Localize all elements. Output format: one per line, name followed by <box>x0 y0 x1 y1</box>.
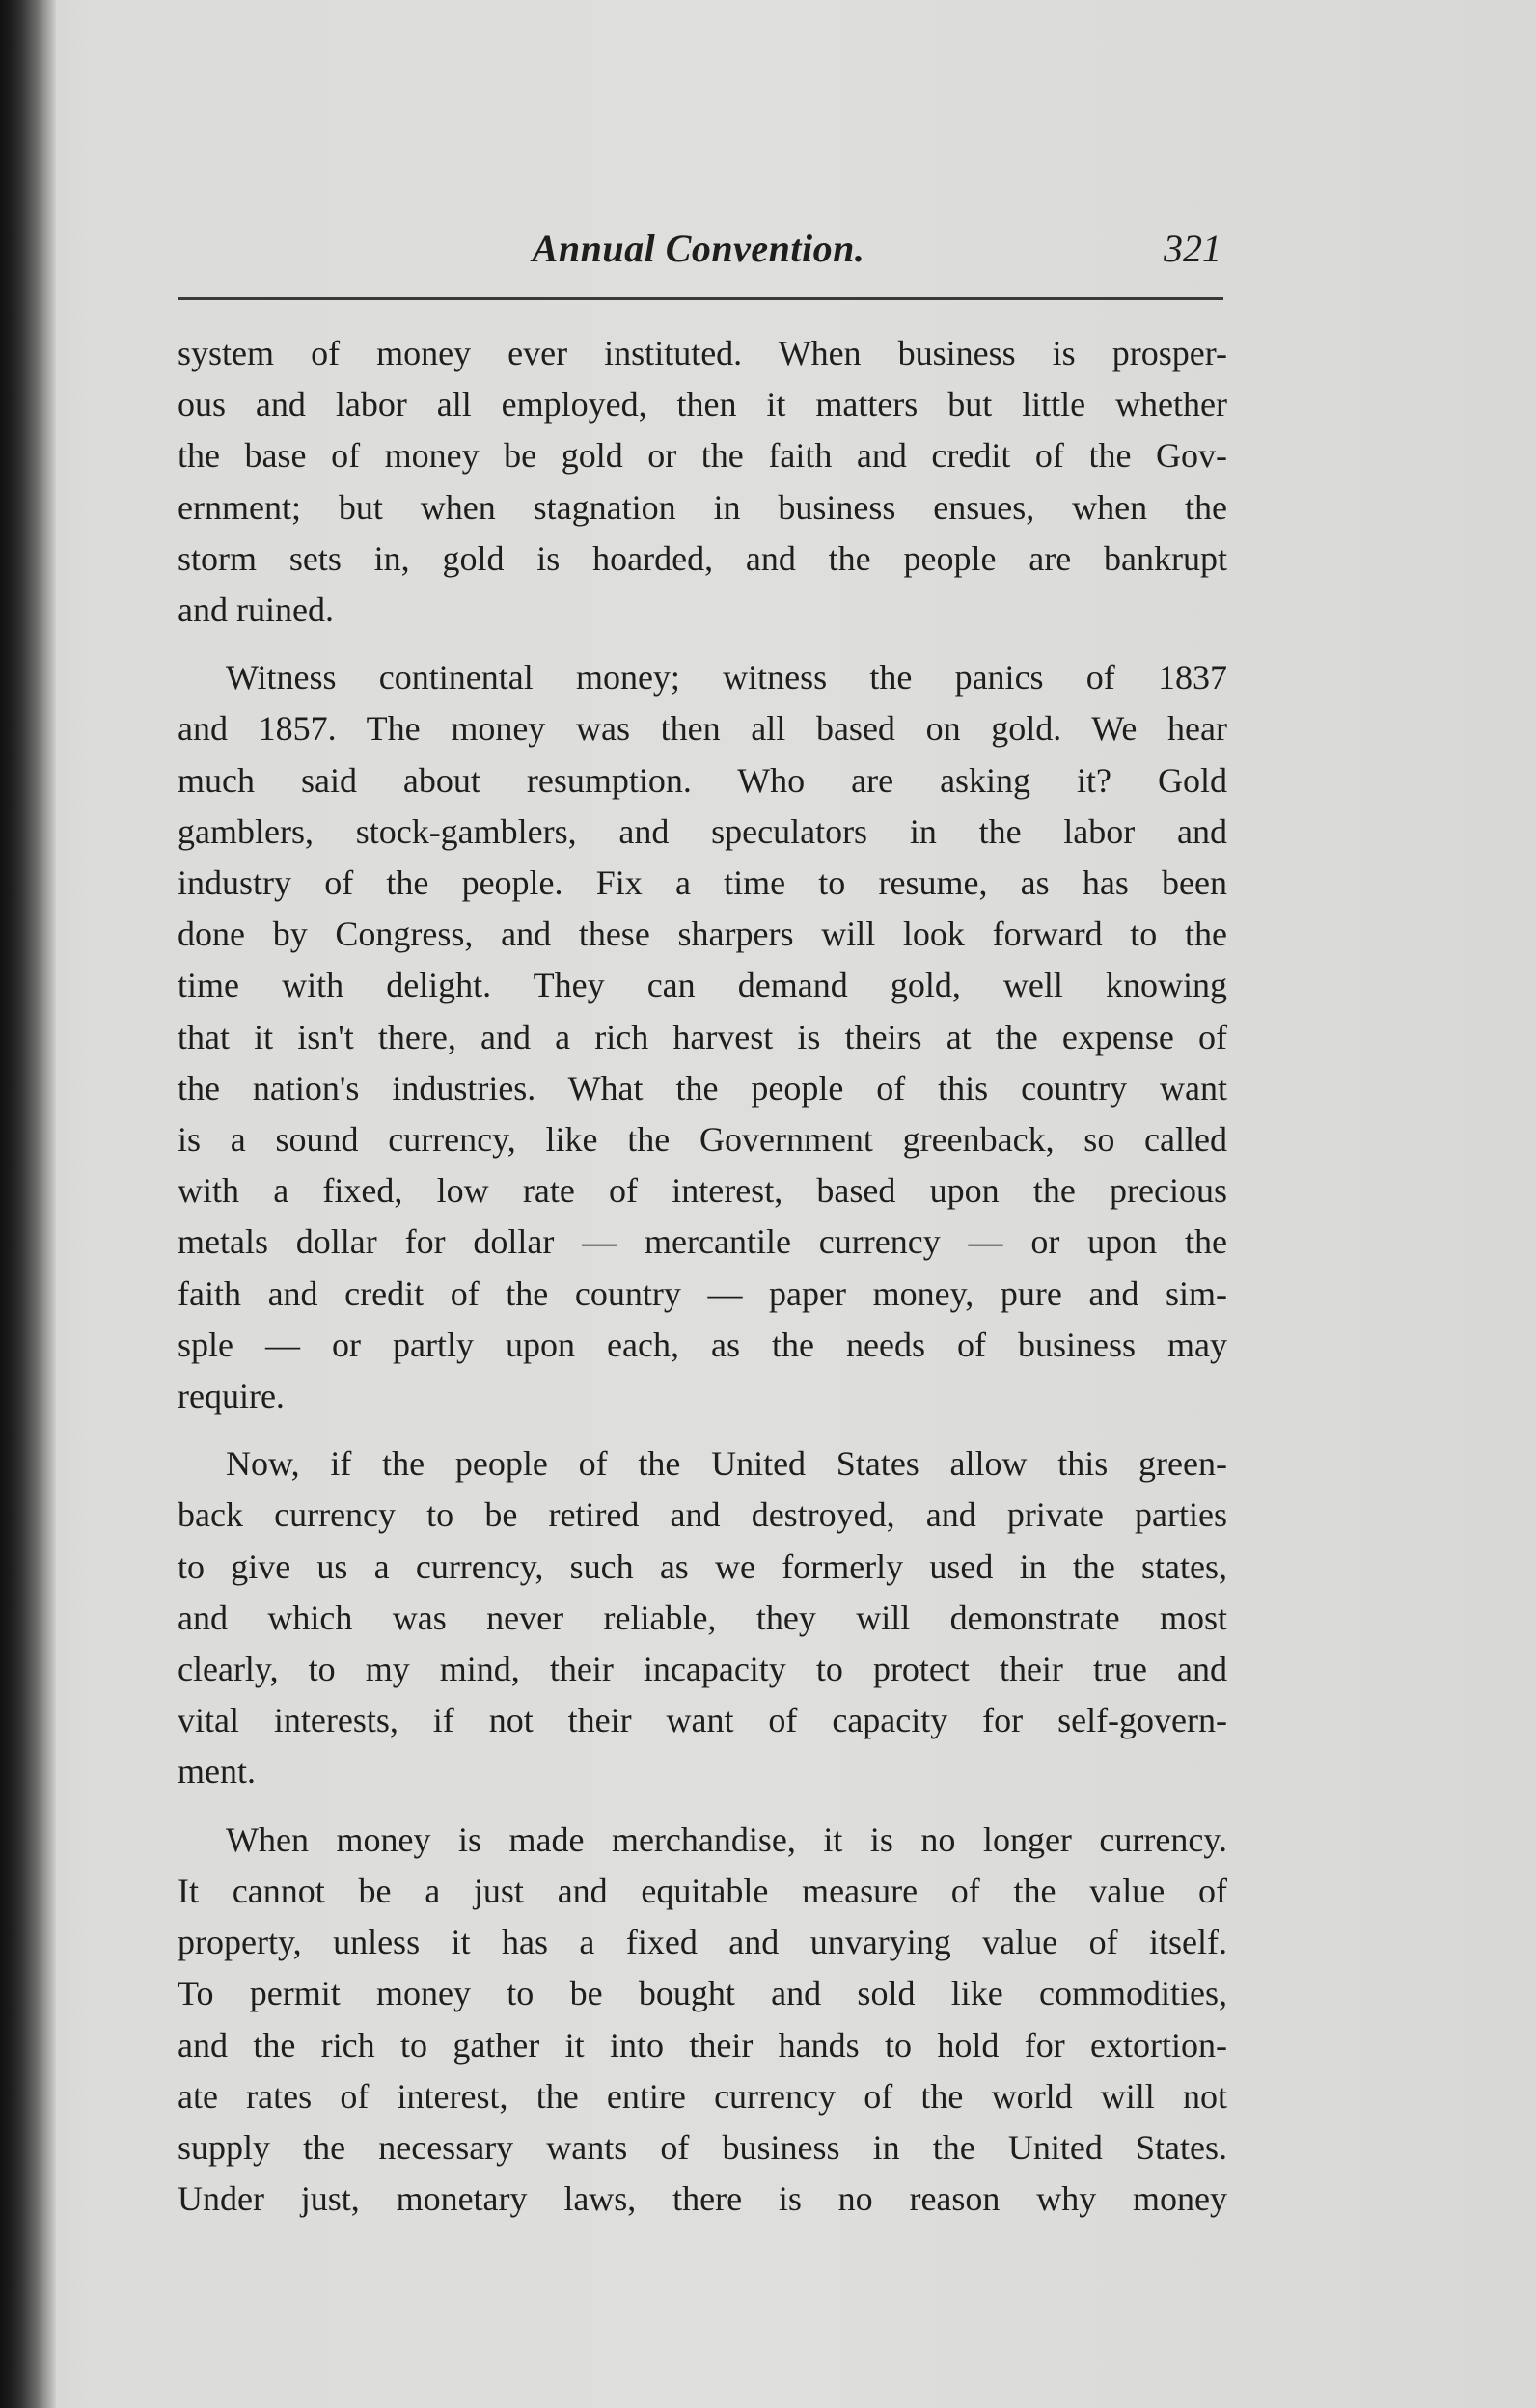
paragraph-1 <box>178 328 1227 636</box>
text-line: back currency to be retired and destroyed, and private parties <box>178 1495 1227 1535</box>
running-title: Annual Convention. <box>532 227 865 270</box>
text-line: and the rich to gather it into their hands to hold for extortion- <box>178 2025 1227 2065</box>
text-line: done by Congress, and these sharpers will look forward to the <box>178 915 1227 954</box>
text-line: clearly, to my mind, their incapacity to protect their true and <box>178 1650 1227 1689</box>
page-header <box>174 220 1223 278</box>
text-line: the nation's industries. What the people of this country want <box>178 1068 1227 1108</box>
text-line: storm sets in, gold is hoarded, and the people are bankrupt <box>178 538 1227 578</box>
text-line: is a sound currency, like the Government greenback, so called <box>178 1120 1227 1160</box>
text-line: with a fixed, low rate of interest, based upon the precious <box>178 1171 1227 1211</box>
text-line: and 1857. The money was then all based on gold. We hear <box>178 709 1227 749</box>
text-line: industry of the people. Fix a time to resume, as has been <box>178 863 1227 903</box>
header-rule <box>178 297 1223 300</box>
text-line: vital interests, if not their want of capacity for self-govern- <box>178 1701 1227 1740</box>
text-line: much said about resumption. Who are asking it? Gold <box>178 760 1227 800</box>
text-line: metals dollar for dollar — mercantile currency — or upon the <box>178 1222 1227 1262</box>
text-line: ernment; but when stagnation in business ensues, when the <box>178 487 1227 527</box>
text-line: supply the necessary wants of business in the United States. <box>178 2127 1227 2167</box>
text-line: property, unless it has a fixed and unvarying value of itself. <box>178 1923 1227 1962</box>
text-line: the base of money be gold or the faith and credit of the Gov- <box>178 436 1227 476</box>
text-line: gamblers, stock-gamblers, and speculators in the labor and <box>178 811 1227 851</box>
text-line: system of money ever instituted. When business is prosper- <box>178 334 1227 372</box>
text-line: ous and labor all employed, then it matters but little whether <box>178 385 1227 424</box>
text-line: Witness continental money; witness the panics of 1837 <box>226 658 1227 698</box>
paragraph-2 <box>178 652 1227 1422</box>
page-number: 321 <box>1164 227 1221 270</box>
text-line: faith and credit of the country — paper money, pure and sim- <box>178 1273 1227 1313</box>
text-line: ate rates of interest, the entire currency of the world will not <box>178 2076 1227 2116</box>
paragraph-3 <box>178 1438 1227 1797</box>
text-line: ment. <box>178 1752 256 1792</box>
text-line: Under just, monetary laws, there is no reason why money <box>178 2179 1227 2219</box>
text-line: to give us a currency, such as we formerly used in the states, <box>178 1546 1227 1586</box>
paragraph-4 <box>178 1815 1227 2226</box>
text-line: It cannot be a just and equitable measure of the value of <box>178 1871 1227 1910</box>
body-text <box>178 328 1227 2225</box>
text-line: require. <box>178 1377 285 1416</box>
text-line: Now, if the people of the United States allow this green- <box>226 1444 1227 1484</box>
text-line: time with delight. They can demand gold, well knowing <box>178 966 1227 1005</box>
text-line: and which was never reliable, they will demonstrate most <box>178 1598 1227 1637</box>
book-spine-shadow <box>0 0 56 2408</box>
text-line: sple — or partly upon each, as the needs of business may <box>178 1325 1227 1364</box>
text-line: To permit money to be bought and sold like commodities, <box>178 1974 1227 2013</box>
text-line: When money is made merchandise, it is no longer currency. <box>226 1820 1227 1859</box>
text-line: and ruined. <box>178 590 334 630</box>
text-line: that it isn't there, and a rich harvest is theirs at the expense of <box>178 1017 1227 1056</box>
